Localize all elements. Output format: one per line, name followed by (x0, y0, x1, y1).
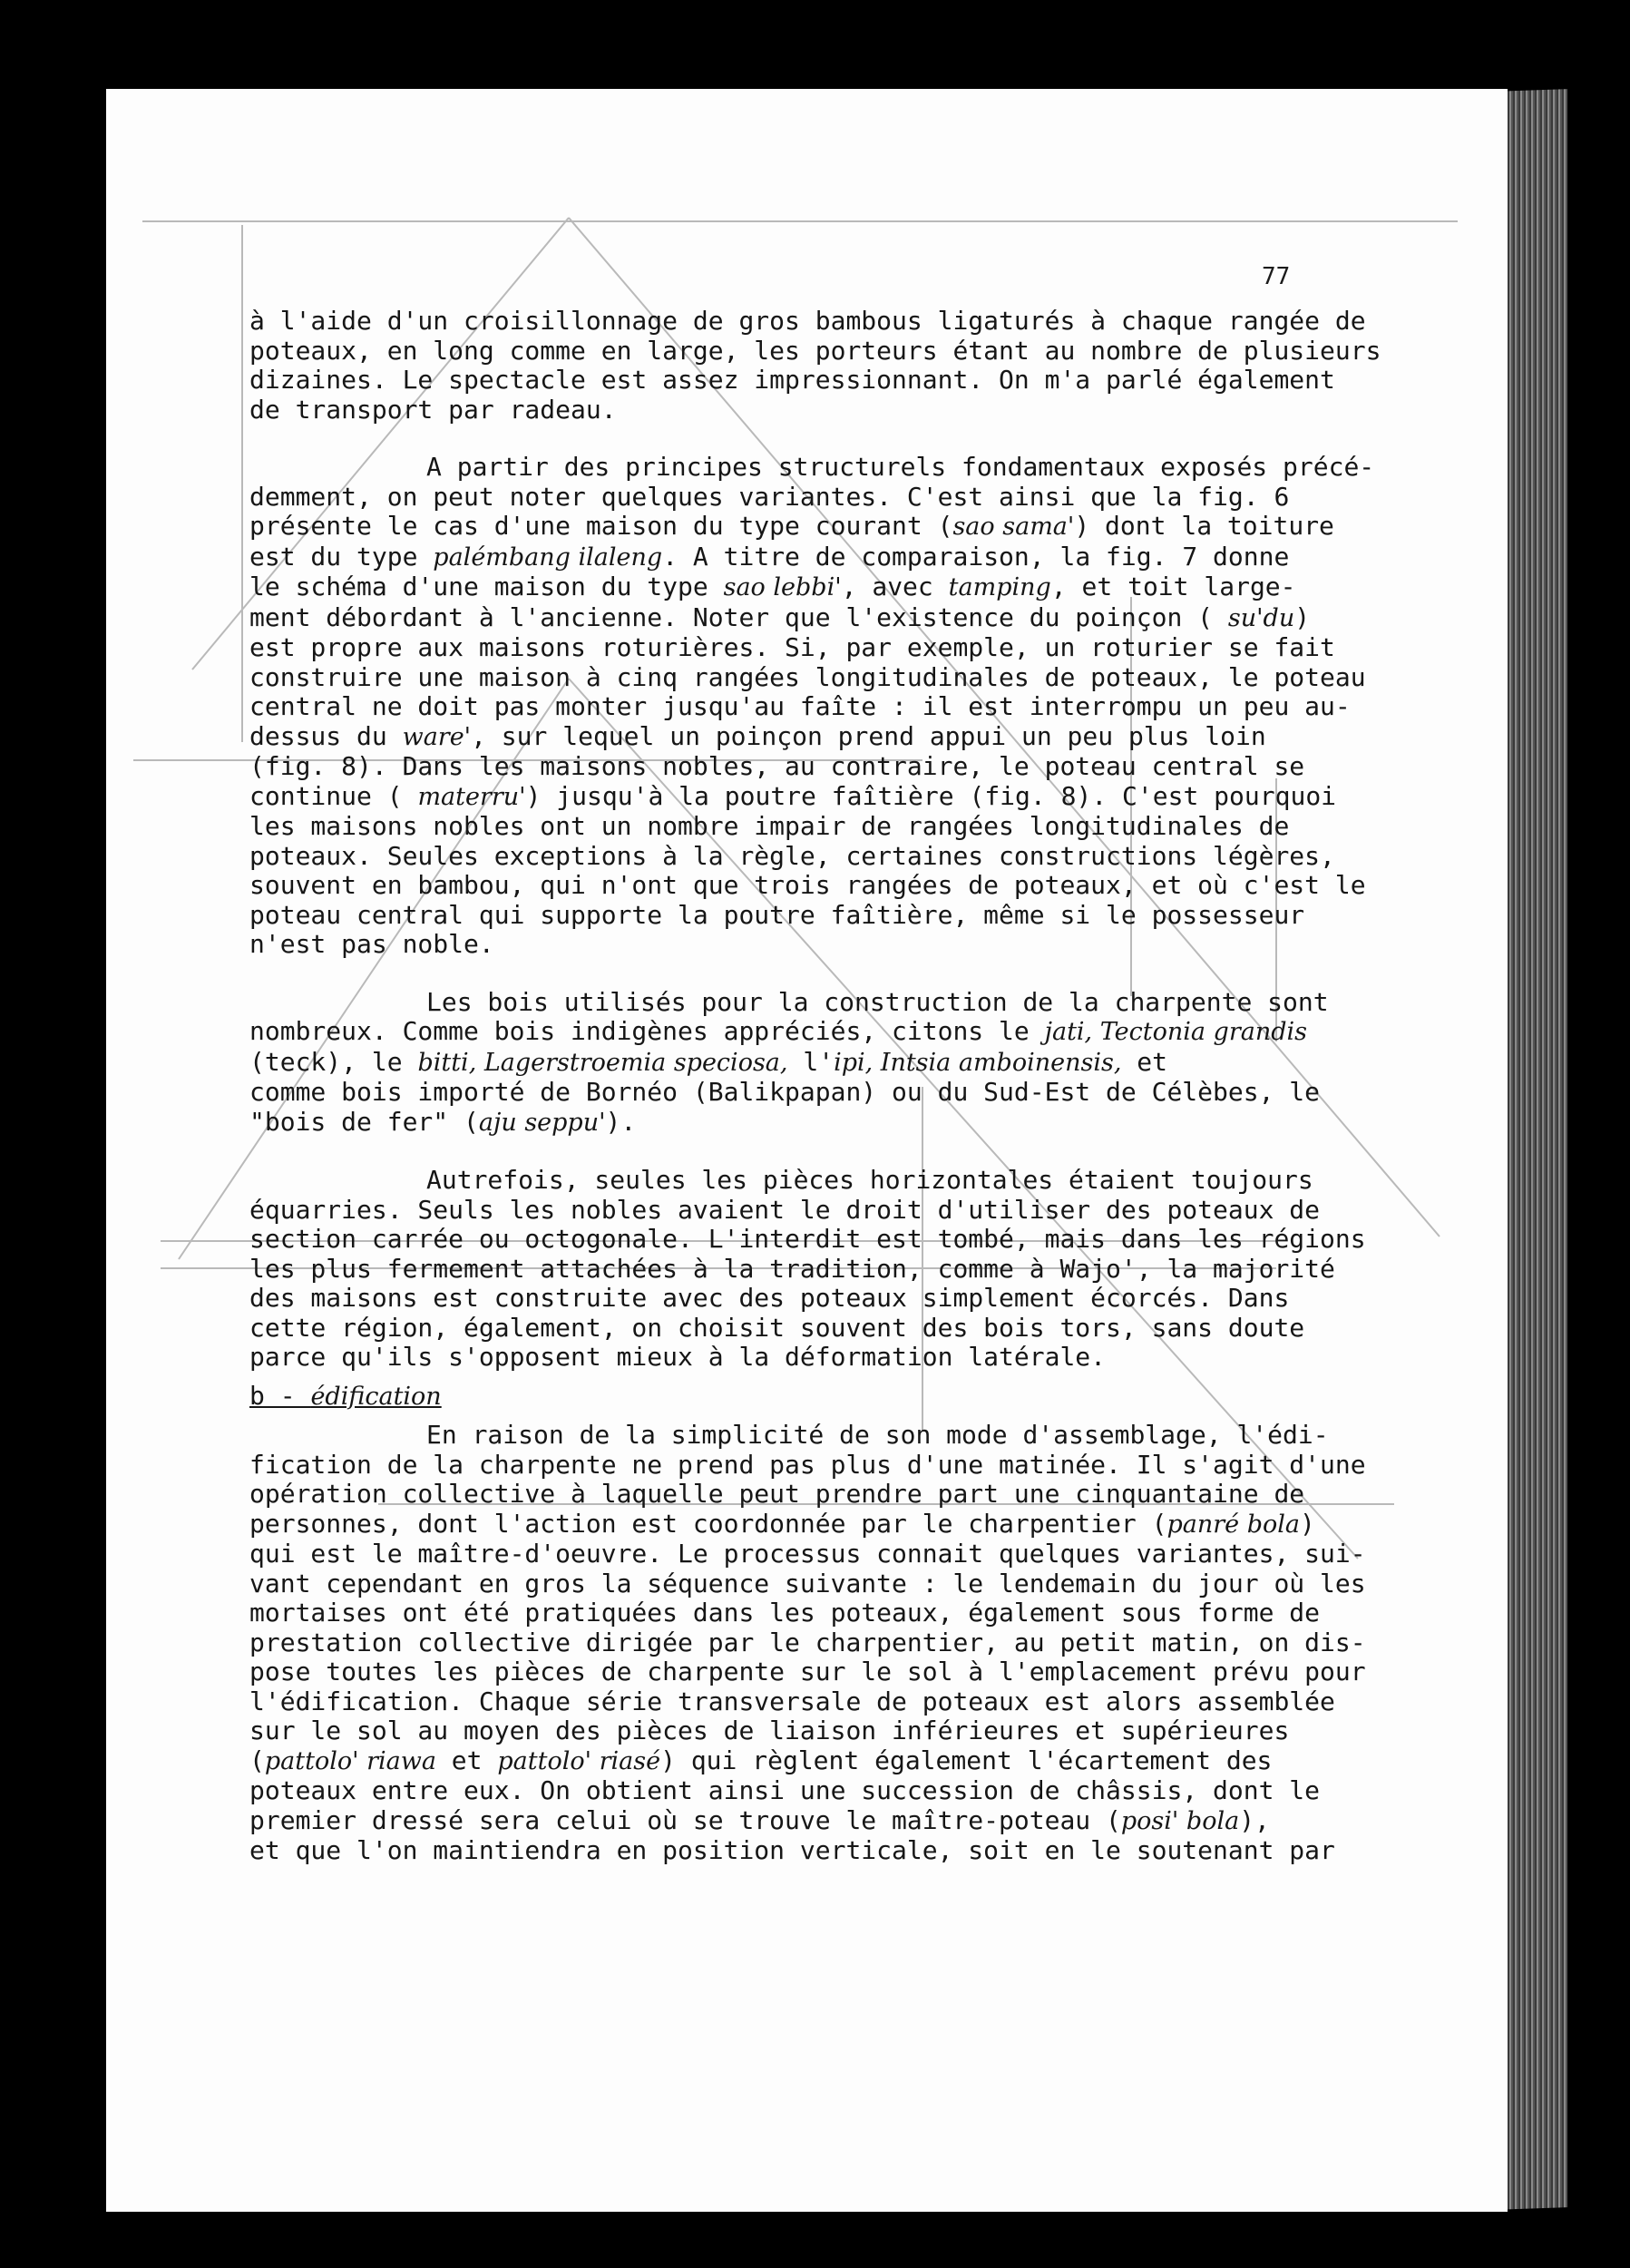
text-line: opération collective à laquelle peut prendre part une cinquantaine de (249, 1479, 1305, 1509)
text-line: prestation collective dirigée par le charpentier, au petit matin, on dis- (249, 1627, 1366, 1657)
text-line: pose toutes les pièces de charpente sur le sol à l'emplacement prévu pour (249, 1657, 1366, 1686)
text-line: nombreux. Comme bois indigènes appréciés, citons le jati, Tectonia grandis (249, 1016, 1307, 1046)
text-line: (teck), le bitti, Lagerstroemia speciosa, l'ipi, Intsia amboinensis, et (249, 1046, 1167, 1077)
text-line: des maisons est construite avec des poteaux simplement écorcés. Dans (249, 1283, 1290, 1313)
text-line: continue ( materru') jusqu'à la poutre faîtière (fig. 8). C'est pourquoi (249, 780, 1337, 811)
text-line: Autrefois, seules les pièces horizontales étaient toujours (426, 1165, 1313, 1195)
text-line: premier dressé sera celui où se trouve le maître-poteau (posi' bola), (249, 1804, 1270, 1835)
text-line: est du type palémbang ilaleng. A titre de comparaison, la fig. 7 donne (249, 541, 1290, 572)
page-number: 77 (1262, 263, 1291, 290)
book-page (106, 89, 1508, 2212)
text-line: construire une maison à cinq rangées longitudinales de poteaux, le poteau (249, 661, 1366, 692)
text-line: poteaux. Seules exceptions à la règle, certaines constructions légères, (249, 840, 1335, 871)
text-line: "bois de fer" (aju seppu'). (249, 1106, 637, 1137)
text-line: parce qu'ils s'opposent mieux à la déformation latérale. (249, 1342, 1107, 1372)
text-line: section carrée ou octogonale. L'interdit est tombé, mais dans les régions (249, 1224, 1366, 1254)
text-line: équarries. Seuls les nobles avaient le droit d'utiliser des poteaux de (249, 1194, 1321, 1225)
text-line: A partir des principes structurels fondamentaux exposés précé- (426, 452, 1375, 482)
text-line: fication de la charpente ne prend pas plus d'une matinée. Il s'agit d'une (249, 1449, 1366, 1480)
text-line: à l'aide d'un croisillonnage de gros bambous ligaturés à chaque rangée de (249, 306, 1366, 336)
section-heading: b - édification (249, 1380, 442, 1411)
text-line: les plus fermement attachées à la tradition, comme à Wajo', la majorité (249, 1253, 1335, 1284)
text-line: cette région, également, on choisit souvent des bois tors, sans doute (249, 1312, 1305, 1343)
text-line: (fig. 8). Dans les maisons nobles, au contraire, le poteau central se (249, 751, 1305, 781)
text-line: ment débordant à l'ancienne. Noter que l'existence du poinçon ( su'du) (249, 601, 1311, 632)
text-line: de transport par radeau. (249, 394, 617, 425)
paragraph (249, 453, 1465, 960)
text-line: dizaines. Le spectacle est assez impressionnant. On m'a parlé également (249, 365, 1335, 395)
paragraph (249, 307, 1465, 425)
text-line: sur le sol au moyen des pièces de liaison inférieures et supérieures (249, 1716, 1290, 1745)
paragraph (249, 988, 1465, 1139)
text-line: demment, on peut noter quelques variantes. C'est ainsi que la fig. 6 (249, 481, 1290, 512)
text-line: En raison de la simplicité de son mode d'assemblage, l'édi- (426, 1420, 1329, 1450)
text-line: (pattolo' riawa et pattolo' riasé) qui règlent également l'écartement des (249, 1745, 1273, 1775)
text-line: poteaux entre eux. On obtient ainsi une succession de châssis, dont le (249, 1775, 1321, 1805)
paragraph (249, 1421, 1465, 1866)
text-line: mortaises ont été pratiquées dans les poteaux, également sous forme de (249, 1598, 1321, 1628)
text-line: vant cependant en gros la séquence suivante : le lendemain du jour où les (249, 1568, 1366, 1598)
text-line: le schéma d'une maison du type sao lebbi', avec tamping, et toit large- (249, 572, 1296, 601)
text-line: et que l'on maintiendra en position verticale, soit en le soutenant par (249, 1835, 1335, 1865)
body-text (249, 307, 1465, 1866)
text-line: présente le cas d'une maison du type courant (sao sama') dont la toiture (249, 511, 1334, 541)
text-line: central ne doit pas monter jusqu'au faîte : il est interrompu un peu au- (249, 691, 1351, 721)
text-line: Les bois utilisés pour la construction de la charpente sont (426, 986, 1329, 1017)
text-line: l'édification. Chaque série transversale de poteaux est alors assemblée (249, 1686, 1335, 1716)
text-line: les maisons nobles ont un nombre impair de rangées longitudinales de (249, 811, 1290, 841)
text-line: n'est pas noble. (249, 929, 494, 959)
text-line: est propre aux maisons roturières. Si, par exemple, un roturier se fait (249, 632, 1335, 662)
text-line: souvent en bambou, qui n'ont que trois rangées de poteaux, et où c'est le (249, 870, 1366, 900)
text-line: poteaux, en long comme en large, les porteurs étant au nombre de plusieurs (249, 335, 1381, 366)
text-line: qui est le maître-d'oeuvre. Le processus connait quelques variantes, sui- (249, 1539, 1366, 1569)
text-line: personnes, dont l'action est coordonnée par le charpentier (panré bola) (249, 1508, 1315, 1539)
paragraph (249, 1166, 1465, 1373)
text-line: dessus du ware', sur lequel un poinçon prend appui un peu plus loin (249, 720, 1266, 751)
text-line: poteau central qui supporte la poutre faîtière, même si le possesseur (249, 899, 1305, 930)
text-line: comme bois importé de Bornéo (Balikpapan) ou du Sud-Est de Célèbes, le (249, 1077, 1321, 1107)
